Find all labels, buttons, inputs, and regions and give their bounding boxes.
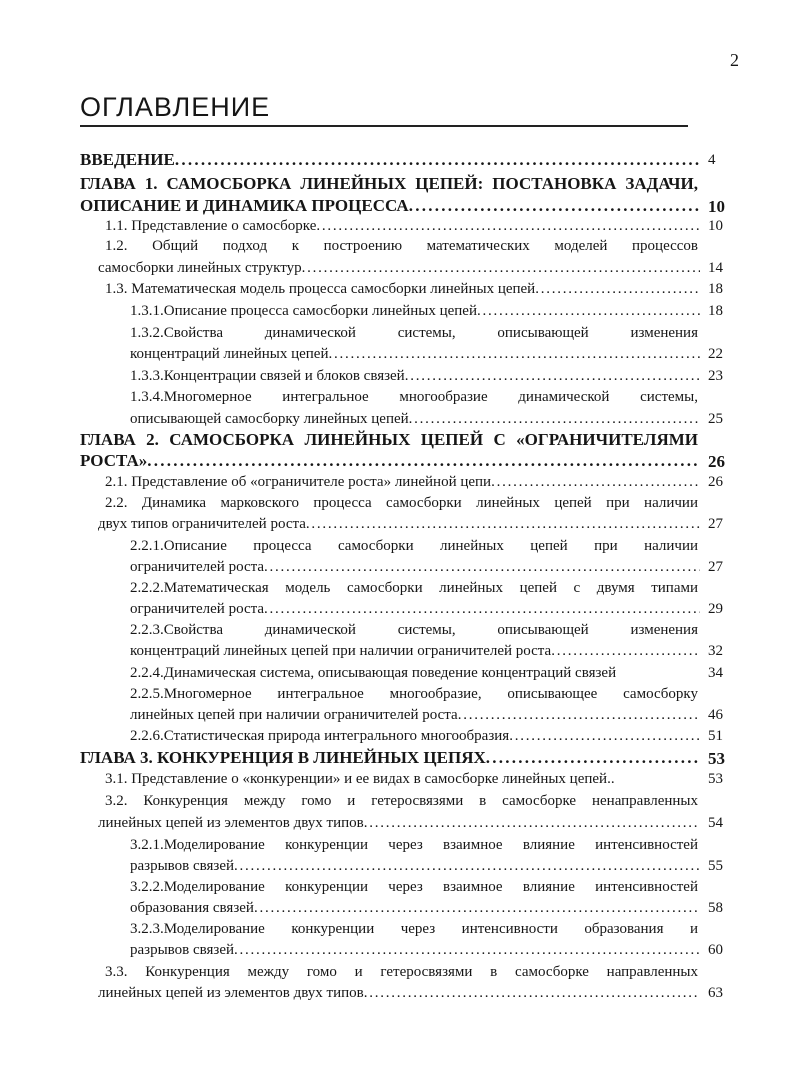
toc-subsection-2-2-4[interactable]: 2.2.4.Динамическая система, описывающая поведение концентраций связей [130,665,617,681]
toc-subsection-3-2-1[interactable]: 3.2.1.Моделирование конкуренции через взаимное влияние интенсивностей [130,837,698,853]
toc-page-number: 60 [708,942,723,958]
toc-section-3-3-cont[interactable]: линейных цепей из элементов двух типов . . . [98,985,700,1002]
toc-section-1-1[interactable]: 1.1. Представление о самосборке . . . [105,218,700,235]
toc-chapter-1-title-cont[interactable]: ОПИСАНИЕ И ДИНАМИКА ПРОЦЕССА . . . [80,196,700,216]
toc-subsection-3-2-3[interactable]: 3.2.3.Моделирование конкуренции через интенсивности образования и [130,921,698,937]
toc-subsection-1-3-4[interactable]: 1.3.4.Многомерное интегральное многообразие динамической системы, [130,389,698,405]
toc-chapter-3-title[interactable]: ГЛАВА 3. КОНКУРЕНЦИЯ В ЛИНЕЙНЫХ ЦЕПЯХ . . . [80,748,700,768]
toc-page-number: 4 [708,152,716,168]
toc-subsection-2-2-3[interactable]: 2.2.3.Свойства динамической системы, описывающей изменения [130,622,698,638]
toc-page-number: 54 [708,815,723,831]
toc-page-number: 46 [708,707,723,723]
toc-page-number: 22 [708,346,723,362]
toc-page-number: 10 [708,197,725,216]
toc-subsection-3-2-1-cont[interactable]: разрывов связей . . . [130,858,700,875]
toc-section-2-1[interactable]: 2.1. Представление об «ограничителе роста» линейной цепи . . . [105,474,700,491]
toc-page-number: 55 [708,858,723,874]
toc-section-2-2-cont[interactable]: двух типов ограничителей роста . . . [98,516,700,533]
toc-subsection-1-3-4-cont[interactable]: описывающей самосборку линейных цепей . . . [130,411,700,428]
toc-subsection-2-2-6[interactable]: 2.2.6.Статистическая природа интегрального многообразия . . . [130,728,700,745]
toc-subsection-2-2-2[interactable]: 2.2.2.Математическая модель самосборки линейных цепей с двумя типами [130,580,698,596]
toc-subsection-2-2-5[interactable]: 2.2.5.Многомерное интегральное многообразие, описывающее самосборку [130,686,698,702]
toc-chapter-2-title[interactable]: ГЛАВА 2. САМОСБОРКА ЛИНЕЙНЫХ ЦЕПЕЙ С «ОГРАНИЧИТЕЛЯМИ [80,430,698,449]
toc-subsection-2-2-3-cont[interactable]: концентраций линейных цепей при наличии ограничителей роста . . . [130,643,700,660]
toc-page-number: 27 [708,559,723,575]
toc-section-2-2[interactable]: 2.2. Динамика марковского процесса самосборки линейных цепей при наличии [105,495,698,511]
toc-subsection-2-2-1-cont[interactable]: ограничителей роста . . . [130,559,700,576]
toc-subsection-2-2-1[interactable]: 2.2.1.Описание процесса самосборки линейных цепей при наличии [130,538,698,554]
toc-page-number: 26 [708,474,723,490]
toc-chapter-2-title-cont[interactable]: РОСТА» . . . [80,451,700,471]
toc-page-number: 29 [708,601,723,617]
toc-section-3-2[interactable]: 3.2. Конкуренция между гомо и гетеросвязями в самосборке ненаправленных [105,793,698,809]
toc-subsection-1-3-1[interactable]: 1.3.1.Описание процесса самосборки линейных цепей . . . [130,303,700,320]
toc-subsection-2-2-2-cont[interactable]: ограничителей роста . . . [130,601,700,618]
toc-page-number: 18 [708,303,723,319]
toc-page-number: 53 [708,771,723,787]
toc-page-number: 63 [708,985,723,1001]
toc-subsection-3-2-3-cont[interactable]: разрывов связей . . . [130,942,700,959]
toc-page-number: 18 [708,281,723,297]
toc-page-number: 27 [708,516,723,532]
toc-page-number: 10 [708,218,723,234]
toc-section-3-1[interactable]: 3.1. Представление о «конкуренции» и ее видах в самосборке линейных цепей.. [105,771,615,787]
toc-subsection-1-3-2[interactable]: 1.3.2.Свойства динамической системы, описывающей изменения [130,325,698,341]
toc-page-number: 23 [708,368,723,384]
toc-page-number: 58 [708,900,723,916]
toc-page-number: 14 [708,260,723,276]
toc-section-3-2-cont[interactable]: линейных цепей из элементов двух типов . . . [98,815,700,832]
toc-subsection-1-3-2-cont[interactable]: концентраций линейных цепей . . . [130,346,700,363]
page-title: ОГЛАВЛЕНИЕ [80,92,271,122]
toc-section-1-2-cont[interactable]: самосборки линейных структур . . . [98,260,700,277]
toc-page-number: 51 [708,728,723,744]
toc-chapter-1-title[interactable]: ГЛАВА 1. САМОСБОРКА ЛИНЕЙНЫХ ЦЕПЕЙ: ПОСТАНОВКА ЗАДАЧИ, [80,174,698,193]
toc-entry-introduction[interactable]: ВВЕДЕНИЕ . . . [80,150,700,170]
toc-section-1-3[interactable]: 1.3. Математическая модель процесса самосборки линейных цепей . . . [105,281,700,298]
toc-section-3-3[interactable]: 3.3. Конкуренция между гомо и гетеросвязями в самосборке направленных [105,964,698,980]
toc-subsection-3-2-2-cont[interactable]: образования связей . . . [130,900,700,917]
toc-subsection-2-2-5-cont[interactable]: линейных цепей при наличии ограничителей роста . . . [130,707,700,724]
toc-subsection-3-2-2[interactable]: 3.2.2.Моделирование конкуренции через взаимное влияние интенсивностей [130,879,698,895]
page-number: 2 [730,50,739,70]
toc-page-number: 32 [708,643,723,659]
toc-subsection-1-3-3[interactable]: 1.3.3.Концентрации связей и блоков связей . . . [130,368,700,385]
toc-page-number: 25 [708,411,723,427]
toc-page-number: 34 [708,665,723,681]
toc-page-number: 53 [708,749,725,768]
toc-page-number: 26 [708,452,725,471]
toc-section-1-2[interactable]: 1.2. Общий подход к построению математических моделей процессов [105,238,698,254]
